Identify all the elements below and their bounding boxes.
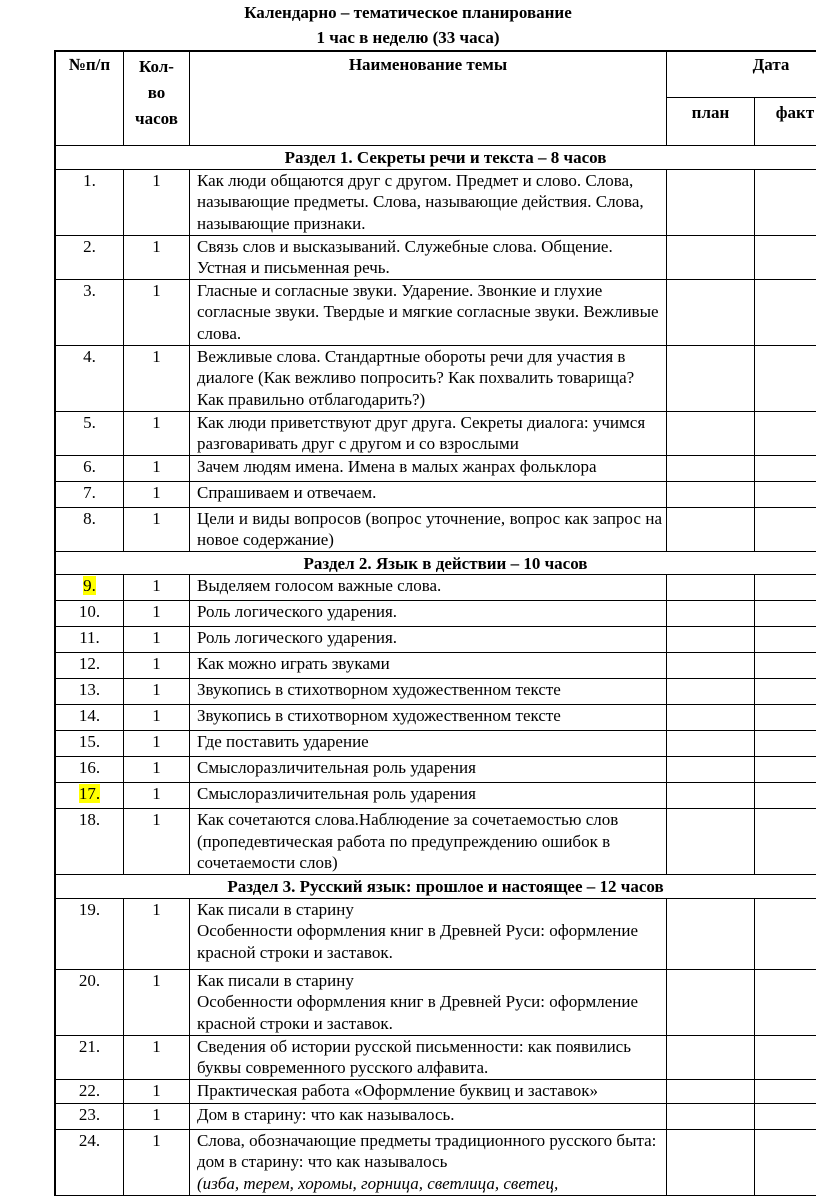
row-hours: 1 [124,169,190,235]
table-row [56,809,816,875]
row-topic: Где поставить ударение [190,731,667,757]
table-row [56,169,816,235]
row-number: 16. [56,757,124,783]
table-row [56,345,816,411]
row-plan-date[interactable] [667,757,755,783]
row-number: 20. [56,969,124,1035]
row-plan-date[interactable] [667,783,755,809]
row-topic: Как можно играть звуками [190,653,667,679]
row-plan-date[interactable] [667,969,755,1035]
row-hours: 1 [124,705,190,731]
row-plan-date[interactable] [667,1079,755,1103]
table-row [56,235,816,279]
header-date: Дата [667,52,816,98]
row-hours: 1 [124,679,190,705]
table-row [56,481,816,507]
row-hours: 1 [124,235,190,279]
row-fact-date[interactable] [755,345,816,411]
row-topic: Смыслоразличительная роль ударения [190,757,667,783]
row-hours: 1 [124,809,190,875]
row-fact-date[interactable] [755,575,816,601]
table-row [56,1129,816,1195]
table-row [56,1079,816,1103]
table-row [56,757,816,783]
row-plan-date[interactable] [667,679,755,705]
row-number: 21. [56,1035,124,1079]
row-hours: 1 [124,731,190,757]
row-topic-text: Слова, обозначающие предметы традиционного русского быта: дом в старину: что как называлось [197,1130,657,1171]
row-fact-date[interactable] [755,627,816,653]
row-plan-date[interactable] [667,279,755,345]
table-row [56,705,816,731]
row-fact-date[interactable] [755,279,816,345]
table-row [56,455,816,481]
section-row [56,146,816,170]
row-hours: 1 [124,575,190,601]
row-plan-date[interactable] [667,481,755,507]
header-count-line1: Кол- [139,57,174,76]
document-title: Календарно – тематическое планирование [244,3,572,22]
row-plan-date[interactable] [667,898,755,969]
row-number: 2. [56,235,124,279]
row-plan-date[interactable] [667,653,755,679]
table-row [56,601,816,627]
row-plan-date[interactable] [667,705,755,731]
row-topic: Цели и виды вопросов (вопрос уточнение, вопрос как запрос на новое содержание) [190,507,667,551]
row-hours: 1 [124,1035,190,1079]
row-plan-date[interactable] [667,411,755,455]
row-topic: Как люди общаются друг с другом. Предмет и слово. Слова, называющие предметы. Слова, называющие действия. Слова, называющие признаки. [190,169,667,235]
table-row [56,1103,816,1129]
row-number: 15. [56,731,124,757]
row-topic: Сведения об истории русской письменности: как появились буквы современного русского алфавита. [190,1035,667,1079]
table-row [56,627,816,653]
row-hours: 1 [124,279,190,345]
section-title: Раздел 3. Русский язык: прошлое и настоящее – 12 часов [56,875,816,899]
row-plan-date[interactable] [667,235,755,279]
row-hours: 1 [124,783,190,809]
row-topic: Спрашиваем и отвечаем. [190,481,667,507]
row-topic: Роль логического ударения. [190,627,667,653]
row-hours: 1 [124,411,190,455]
row-fact-date[interactable] [755,235,816,279]
row-topic-italic: (изба, терем, хоромы, горница, светлица, светец, [197,1173,559,1193]
row-topic: Смыслоразличительная роль ударения [190,783,667,809]
row-fact-date[interactable] [755,1035,816,1079]
row-topic-line1: Как писали в старину [197,970,354,990]
table-row [56,653,816,679]
row-topic: Звукопись в стихотворном художественном тексте [190,705,667,731]
row-number [56,575,124,601]
row-plan-date[interactable] [667,345,755,411]
row-hours: 1 [124,1103,190,1129]
document-subtitle: 1 час в неделю (33 часа) [316,28,500,47]
row-fact-date[interactable] [755,481,816,507]
header-plan: план [667,98,755,146]
row-fact-date[interactable] [755,1103,816,1129]
highlighted-number: 17. [78,784,101,803]
row-topic: Роль логического ударения. [190,601,667,627]
row-hours: 1 [124,601,190,627]
row-number: 23. [56,1103,124,1129]
row-plan-date[interactable] [667,507,755,551]
row-number: 4. [56,345,124,411]
row-number: 19. [56,898,124,969]
row-topic: Звукопись в стихотворном художественном тексте [190,679,667,705]
table-row [56,1035,816,1079]
row-topic: Дом в старину: что как называлось. [190,1103,667,1129]
row-hours: 1 [124,1079,190,1103]
row-topic: Зачем людям имена. Имена в малых жанрах фольклора [190,455,667,481]
row-topic: Гласные и согласные звуки. Ударение. Звонкие и глухие согласные звуки. Твердые и мягкие согласные звуки. Вежливые слова. [190,279,667,345]
row-plan-date[interactable] [667,1103,755,1129]
row-fact-date[interactable] [755,809,816,875]
row-number: 1. [56,169,124,235]
row-plan-date[interactable] [667,1035,755,1079]
row-number: 24. [56,1129,124,1195]
row-topic [190,969,667,1035]
row-plan-date[interactable] [667,601,755,627]
row-fact-date[interactable] [755,731,816,757]
row-number: 11. [56,627,124,653]
row-topic: Вежливые слова. Стандартные обороты речи для участия в диалоге (Как вежливо попросить? Как похвалить товарища? Как правильно отблагодарить?) [190,345,667,411]
header-count [124,52,190,146]
section-title: Раздел 1. Секреты речи и текста – 8 часов [56,146,816,170]
row-number: 6. [56,455,124,481]
highlighted-number: 9. [83,576,96,595]
table-row [56,969,816,1035]
row-hours: 1 [124,345,190,411]
header-num: №п/п [56,52,124,146]
row-number: 7. [56,481,124,507]
row-fact-date[interactable] [755,969,816,1035]
row-topic: Выделяем голосом важные слова. [190,575,667,601]
row-number [56,783,124,809]
section-row [56,551,816,575]
row-topic-rest: Особенности оформления книг в Древней Руси: оформление красной строки и заставок. [197,921,639,962]
table-row [56,731,816,757]
row-topic: Как сочетаются слова.Наблюдение за сочетаемостью слов (пропедевтическая работа по предупреждению ошибок в сочетаемости слов) [190,809,667,875]
header-topic: Наименование темы [190,52,667,146]
header-count-line2: во [147,83,166,102]
row-number: 14. [56,705,124,731]
table-row [56,783,816,809]
table-row [56,411,816,455]
row-hours: 1 [124,1129,190,1195]
row-plan-date[interactable] [667,575,755,601]
table-row [56,679,816,705]
row-topic-line1: Как писали в старину [197,899,354,919]
row-hours: 1 [124,507,190,551]
row-hours: 1 [124,653,190,679]
row-number: 22. [56,1079,124,1103]
row-hours: 1 [124,969,190,1035]
row-plan-date[interactable] [667,731,755,757]
row-number: 3. [56,279,124,345]
table-row [56,575,816,601]
row-number: 8. [56,507,124,551]
row-hours: 1 [124,627,190,653]
row-fact-date[interactable] [755,411,816,455]
row-topic: Связь слов и высказываний. Служебные слова. Общение. Устная и письменная речь. [190,235,667,279]
table-row [56,279,816,345]
row-fact-date[interactable] [755,898,816,969]
row-number: 12. [56,653,124,679]
table-row [56,507,816,551]
header-row [56,52,816,98]
header-fact: факт [755,98,816,146]
row-hours: 1 [124,898,190,969]
row-topic-rest: Особенности оформления книг в Древней Руси: оформление красной строки и заставок. [197,992,639,1033]
row-number: 18. [56,809,124,875]
row-fact-date[interactable] [755,1129,816,1195]
row-fact-date[interactable] [755,705,816,731]
row-hours: 1 [124,455,190,481]
row-plan-date[interactable] [667,1129,755,1195]
row-fact-date[interactable] [755,169,816,235]
planning-table [55,51,816,1196]
row-fact-date[interactable] [755,1079,816,1103]
row-topic [190,1129,667,1195]
row-fact-date[interactable] [755,783,816,809]
row-fact-date[interactable] [755,455,816,481]
section-row [56,875,816,899]
row-plan-date[interactable] [667,809,755,875]
row-plan-date[interactable] [667,627,755,653]
row-fact-date[interactable] [755,601,816,627]
row-number: 10. [56,601,124,627]
row-number: 5. [56,411,124,455]
header-count-line3: часов [135,109,178,128]
section-title: Раздел 2. Язык в действии – 10 часов [56,551,816,575]
table-row [56,898,816,969]
row-hours: 1 [124,757,190,783]
row-topic [190,898,667,969]
row-fact-date[interactable] [755,757,816,783]
planning-table-wrapper [54,50,816,1196]
row-fact-date[interactable] [755,679,816,705]
row-hours: 1 [124,481,190,507]
row-plan-date[interactable] [667,169,755,235]
row-topic: Как люди приветствуют друг друга. Секреты диалога: учимся разговаривать друг с другом и со взрослыми [190,411,667,455]
row-plan-date[interactable] [667,455,755,481]
row-number: 13. [56,679,124,705]
row-topic: Практическая работа «Оформление буквиц и заставок» [190,1079,667,1103]
row-fact-date[interactable] [755,507,816,551]
row-fact-date[interactable] [755,653,816,679]
